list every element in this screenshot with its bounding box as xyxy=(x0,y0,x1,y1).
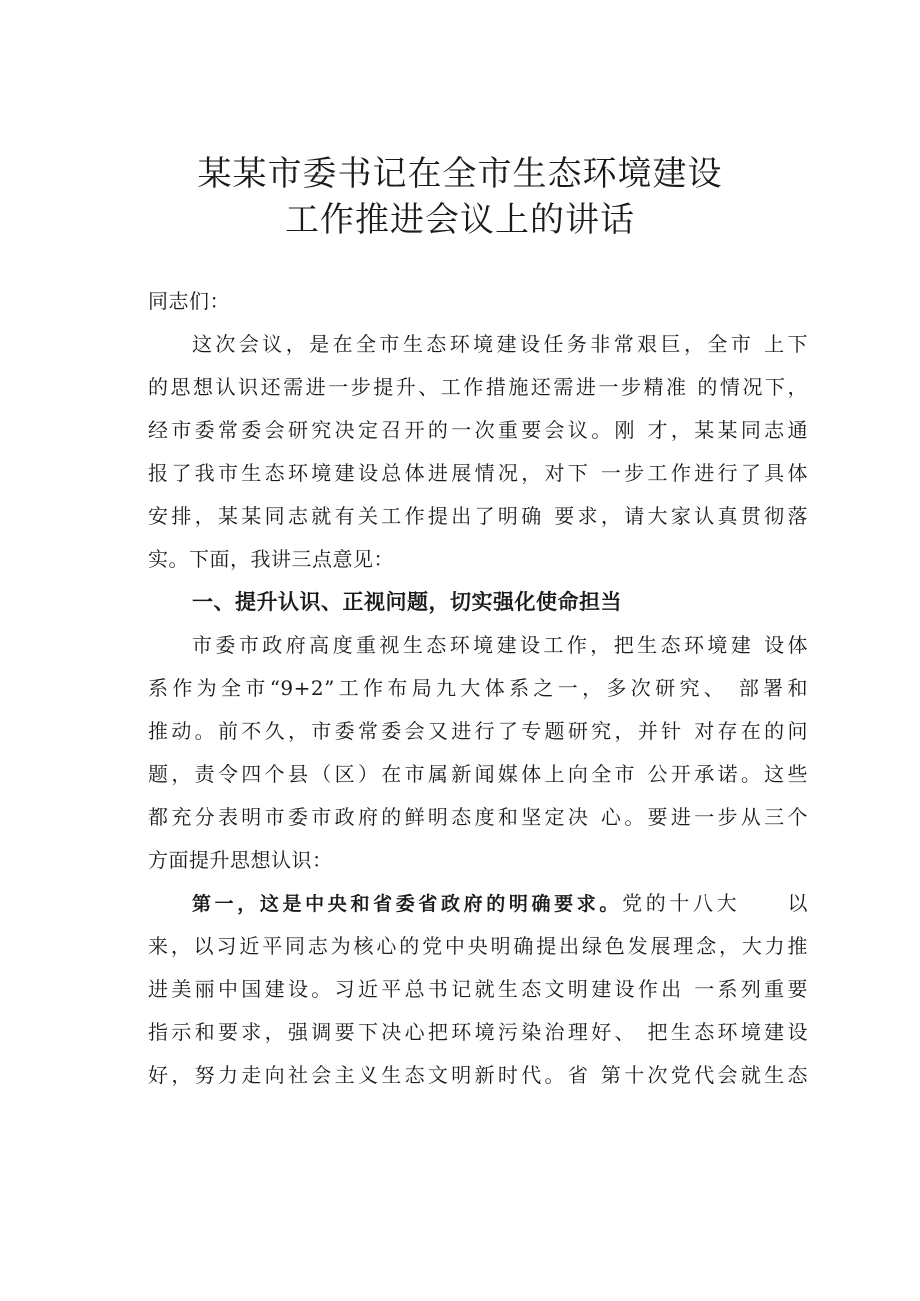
paragraph-3-bold-lead: 第一，这是中央和省委省政府的明确要求。 xyxy=(192,893,623,915)
paragraph-2-line: 题，责令四个县（区）在市属新闻媒体上向全市 公开承诺。这些 xyxy=(148,762,808,786)
paragraph-3-line: 进美丽中国建设。习近平总书记就生态文明建设作出 一系列重要 xyxy=(148,977,808,1001)
paragraph-3-line: 好，努力走向社会主义生态文明新时代。省 第十次党代会就生态 xyxy=(148,1063,808,1087)
paragraph-3-first-line xyxy=(148,882,808,925)
document-title-line-1: 某某市委书记在全市生态环境建设 xyxy=(197,154,723,194)
paragraph-1-line: 这次会议，是在全市生态环境建设任务非常艰巨，全市 上下 xyxy=(192,332,808,356)
section-1-heading: 一、提升认识、正视问题，切实强化使命担当 xyxy=(192,590,622,614)
document-title-line-2: 工作推进会议上的讲话 xyxy=(285,200,635,240)
paragraph-3-first-line-rest: 党的十八大 以 xyxy=(622,891,808,915)
document-body xyxy=(148,280,808,1097)
paragraph-3-line: 来，以习近平同志为核心的党中央明确提出绿色发展理念，大力推 xyxy=(148,934,808,958)
paragraph-2-line: 市委市政府高度重视生态环境建设工作，把生态环境建 设体 xyxy=(192,633,808,657)
paragraph-1-line: 实。下面，我讲三点意见： xyxy=(148,547,394,571)
paragraph-2-line: 方面提升思想认识： xyxy=(148,848,333,872)
paragraph-2-line: 系作为全市“9+2”工作布局九大体系之一，多次研究、 部署和 xyxy=(148,676,808,700)
paragraph-3-line: 指示和要求，强调要下决心把环境污染治理好、 把生态环境建设 xyxy=(148,1020,808,1044)
paragraph-2-line: 都充分表明市委市政府的鲜明态度和坚定决 心。要进一步从三个 xyxy=(148,805,808,829)
paragraph-2-line: 推动。前不久，市委常委会又进行了专题研究，并针 对存在的问 xyxy=(148,719,808,743)
salutation: 同志们： xyxy=(148,289,230,313)
paragraph-1-line: 的思想认识还需进一步提升、工作措施还需进一步精准 的情况下， xyxy=(148,375,808,399)
paragraph-1-line: 报了我市生态环境建设总体进展情况，对下 一步工作进行了具体 xyxy=(148,461,808,485)
paragraph-1-line: 安排，某某同志就有关工作提出了明确 要求，请大家认真贯彻落 xyxy=(148,504,808,528)
paragraph-1-line: 经市委常委会研究决定召开的一次重要会议。刚 才，某某同志通 xyxy=(148,418,808,442)
